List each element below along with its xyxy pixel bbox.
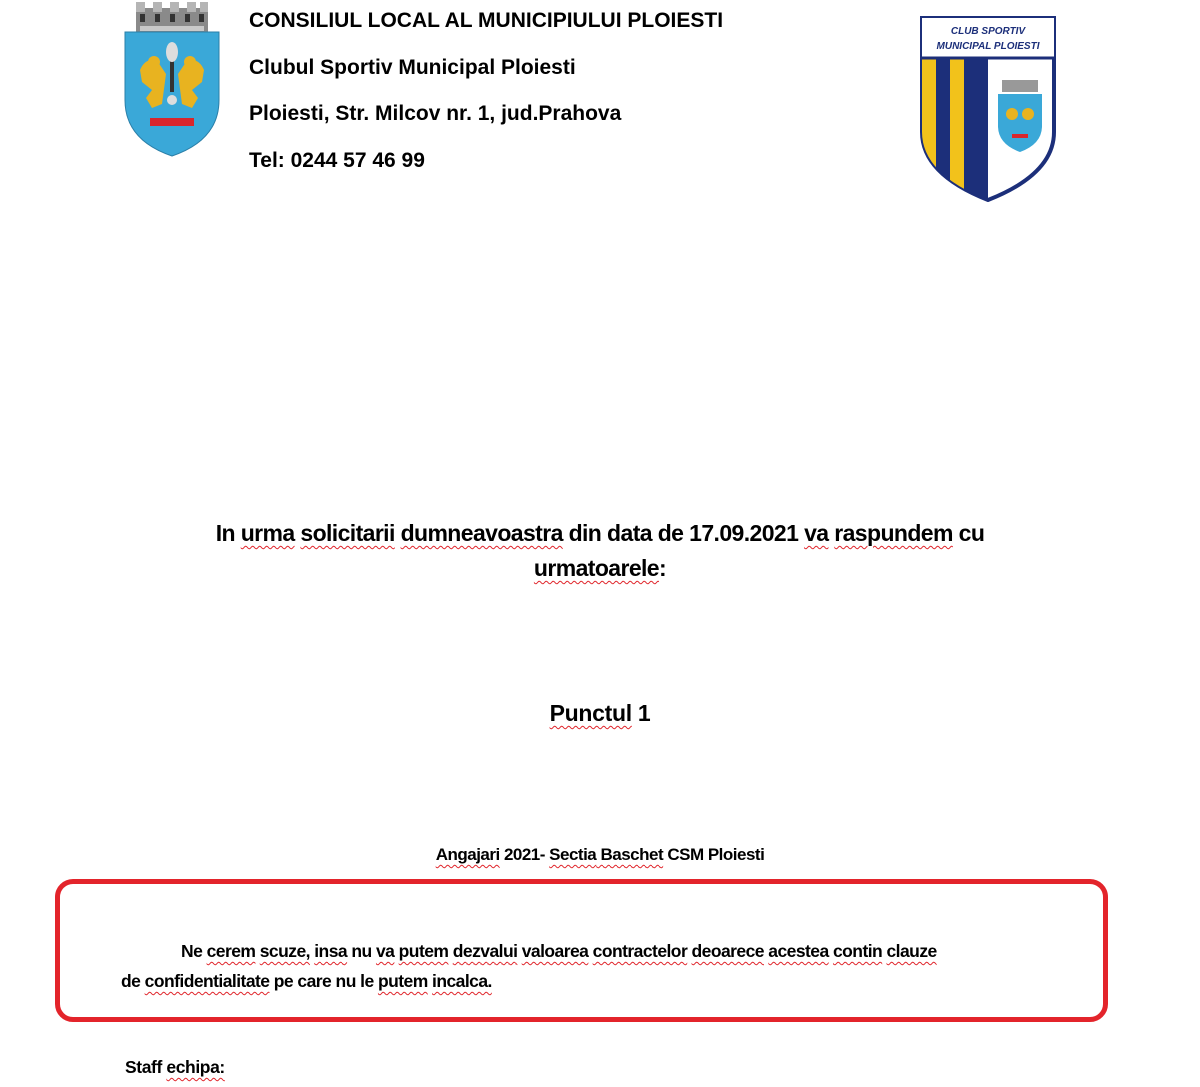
intro-text: va [804, 520, 829, 546]
apology-text: putem [398, 941, 449, 961]
section-number: 1 [631, 700, 651, 726]
section-subtitle [0, 845, 1200, 865]
apology-paragraph [121, 936, 1090, 996]
club-name: Clubul Sportiv Municipal Ploiesti [249, 56, 576, 79]
club-sportiv-logo [918, 14, 1058, 202]
club-phone: Tel: 0244 57 46 99 [249, 149, 425, 172]
intro-text: : [659, 555, 667, 581]
ribbon-icon [150, 118, 194, 126]
subtitle-text: Baschet [596, 845, 664, 864]
apology-text: valoarea [521, 941, 589, 961]
apology-text: pe care nu le [269, 971, 378, 991]
apology-text: cerem [206, 941, 256, 961]
section-word: Punctul [549, 700, 632, 726]
intro-text: dumneavoastra [400, 520, 563, 546]
apology-text: contin [832, 941, 883, 961]
apology-text: va [375, 941, 395, 961]
subtitle-text: CSM Ploiesti [663, 845, 765, 864]
city-coat-of-arms-logo [122, 0, 222, 158]
apology-text: insa [314, 941, 348, 961]
apology-text: putem [377, 971, 428, 991]
staff-text: Staff [125, 1057, 162, 1077]
intro-text: raspundem [834, 520, 953, 546]
apology-text: contractelor [592, 941, 688, 961]
section-heading [0, 700, 1200, 727]
council-name: CONSILIUL LOCAL AL MUNICIPIULUI PLOIESTI [249, 9, 724, 32]
intro-text: urma [240, 520, 295, 546]
apology-text: acestea [768, 941, 829, 961]
mural-crown-icon [136, 2, 208, 32]
apology-text: incalca. [432, 971, 492, 991]
apology-text: de [121, 971, 145, 991]
subtitle-text: Angajari [435, 845, 500, 864]
intro-text: cu [952, 520, 985, 546]
intro-text: din data de 17.09.2021 [562, 520, 805, 546]
apology-text: confidentialitate [144, 971, 270, 991]
staff-text: echipa: [166, 1057, 225, 1077]
apology-text: nu [347, 941, 376, 961]
club-logo-text-line2: MUNICIPAL PLOIESTI [936, 41, 1040, 52]
mini-crest-icon [998, 80, 1042, 152]
subtitle-text: 2021- [499, 845, 550, 864]
apology-text: dezvalui [452, 941, 518, 961]
intro-text: urmatoarele [533, 555, 659, 581]
club-logo-text-line1: CLUB SPORTIV [950, 26, 1026, 37]
club-address: Ploiesti, Str. Milcov nr. 1, jud.Prahova [249, 102, 622, 125]
apology-text: Ne [181, 941, 207, 961]
intro-paragraph [140, 516, 1060, 586]
apology-text: deoarece [691, 941, 764, 961]
staff-heading [125, 1057, 225, 1078]
subtitle-text: Sectia [549, 845, 597, 864]
intro-text: In [215, 520, 241, 546]
apology-text: clauze [886, 941, 937, 961]
apology-text: scuze, [259, 941, 310, 961]
intro-text: solicitarii [300, 520, 395, 546]
